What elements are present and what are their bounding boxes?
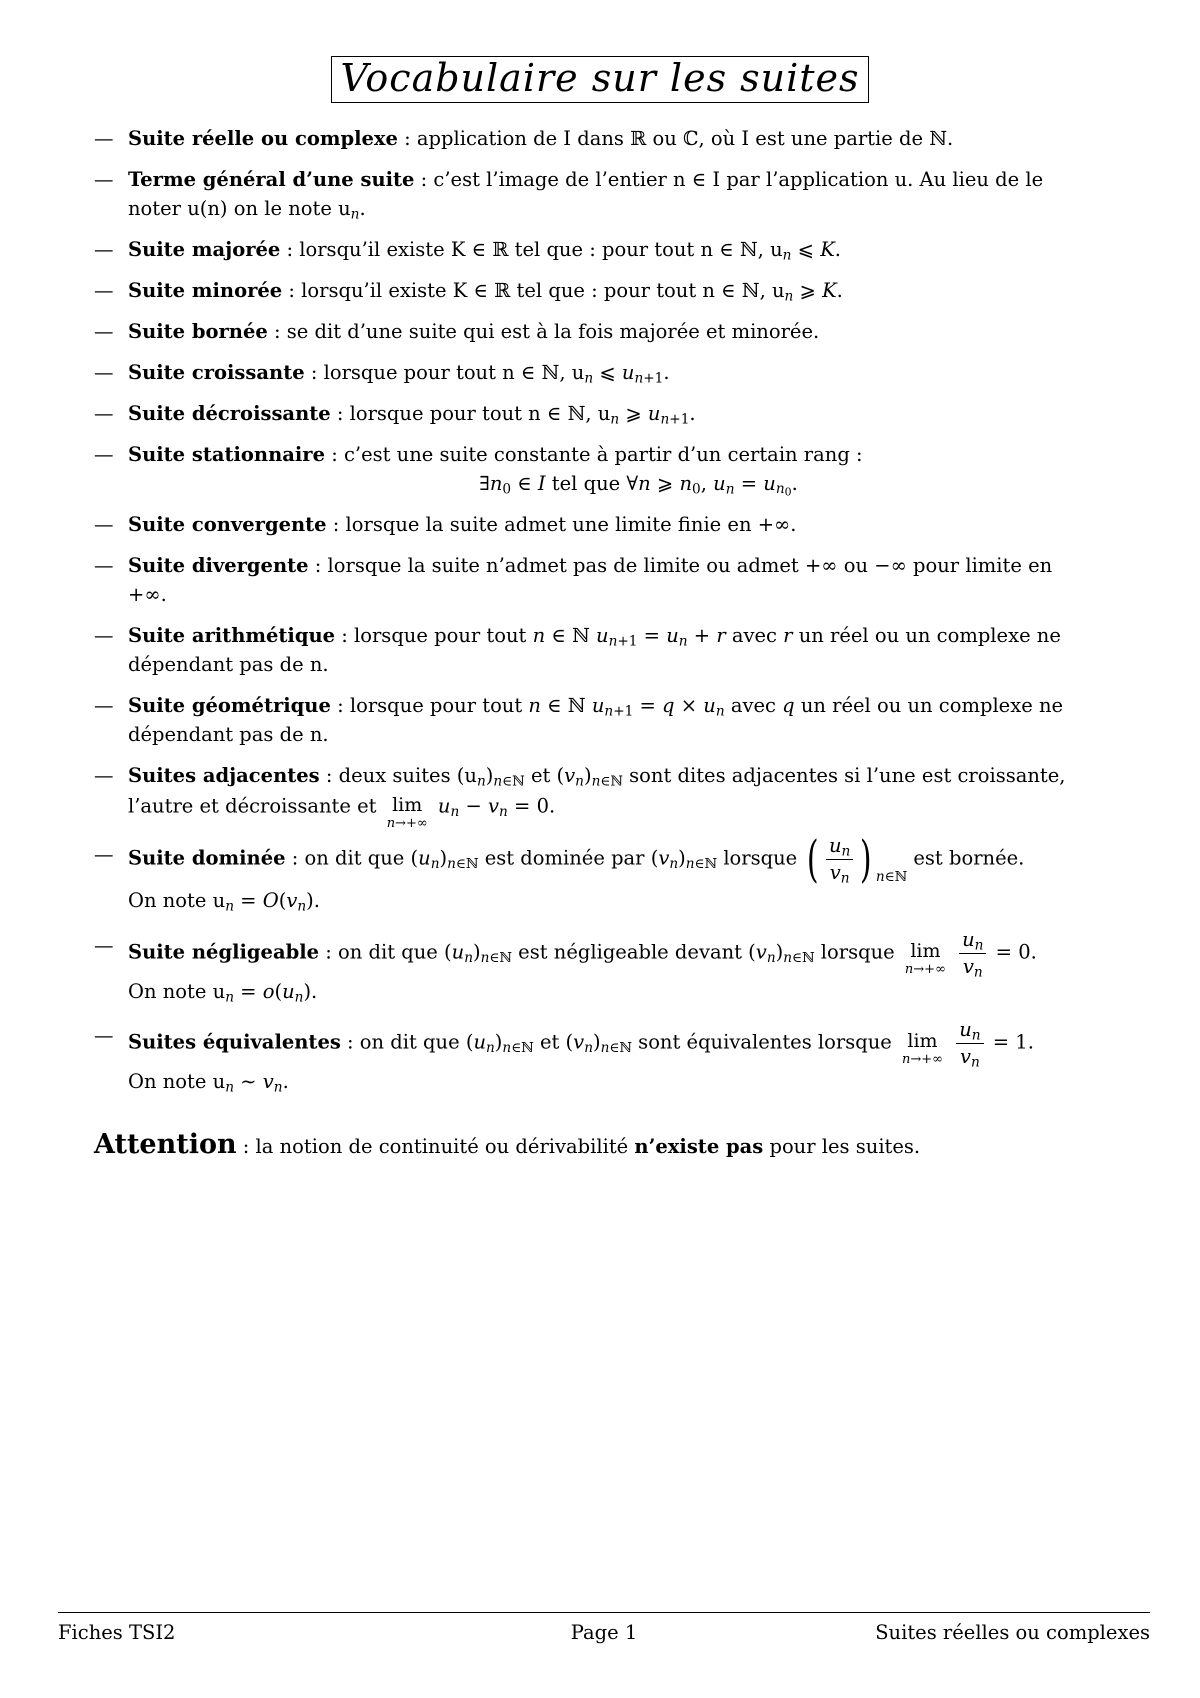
item-term: Suite croissante <box>128 361 305 384</box>
stationary-formula: $\exists n_0$ ∈ I tel que ∀n ⩾ $n_0$, $u_n = u_{n_0}$. <box>479 472 798 500</box>
fraction: $\frac{u_n}{v_n}$ <box>826 836 853 882</box>
item-term: Suite réelle ou complexe <box>128 127 398 150</box>
item-term: Suite négligeable <box>128 940 320 964</box>
list-item: — Suite dominée : on dit que $(u_n)_{n\in ℕ}$ est dominée par $(v_n)_{n\in ℕ}$ lorsque ( $\frac{u_n}{v_n}$ ) $_{n\in ℕ}$ est bornée. On note $u_n = O(v_n)$. <box>94 830 1025 915</box>
list-item: — Suites adjacentes : deux suites $(u_n)_{n\in ℕ}$ et $(v_n)_{n\in ℕ}$ sont dites adjacentes si l’une est croissante, l’autre et décroissante et lim n→+∞ $u_n - v_n = 0$. <box>94 761 1149 824</box>
dash-marker: — <box>94 443 114 466</box>
item-text: : deux suites (u <box>319 764 477 787</box>
dash-marker: — <box>94 361 114 384</box>
footer-right: Suites réelles ou complexes <box>875 1621 1150 1644</box>
list-item <box>94 510 1149 539</box>
item-text: : lorsqu’il existe K ∈ ℝ tel que : pour tout n ∈ ℕ, u <box>282 279 785 302</box>
limit-operator: lim n→+∞ <box>386 794 428 831</box>
item-text: sont dites adjacentes si l’une est croissante, <box>622 764 1066 787</box>
dash-marker: — <box>94 934 114 957</box>
dash-marker: — <box>94 168 114 191</box>
item-term: Suite divergente <box>128 554 309 577</box>
dash-marker: — <box>94 238 114 261</box>
dash-marker: — <box>94 320 114 343</box>
page-title: Vocabulaire sur les suites <box>331 56 868 103</box>
title-wrap <box>0 56 1200 103</box>
dash-marker: — <box>94 513 114 536</box>
limit-operator: lim n→+∞ <box>904 940 946 977</box>
fraction: $\frac{u_n}{v_n}$ <box>956 1020 983 1066</box>
item-term: Suite minorée <box>128 279 283 302</box>
list-item: — Suite décroissante : lorsque pour tout n ∈ ℕ, $u_n$ ⩾ $u_{n+1}$. <box>94 399 1149 428</box>
attention-text: : la notion de continuité ou dérivabilité <box>236 1135 635 1158</box>
item-term: Suite décroissante <box>128 402 331 425</box>
dash-marker: — <box>94 624 114 647</box>
list-item: — Suite géométrique : lorsque pour tout n ∈ ℕ $u_{n+1} = q \times u_n$ avec q un réel ou un complexe ne dépendant pas de n. <box>94 691 1149 749</box>
list-item: — Terme général d’une suite : c’est l’image de l’entier n ∈ I par l’application u. Au lieu de le noter u(n) on le note $u_n$. <box>94 165 1149 223</box>
definition-list <box>94 124 1149 1098</box>
list-item: — Suite arithmétique : lorsque pour tout n ∈ ℕ $u_{n+1} = u_n + r$ avec r un réel ou un complexe ne dépendant pas de n. <box>94 621 1149 679</box>
item-term: Suite géométrique <box>128 694 331 717</box>
item-text: On note u <box>128 980 226 1003</box>
item-text: : lorsque la suite admet une limite finie en +∞. <box>326 513 797 536</box>
item-term: Terme général d’une suite <box>128 168 415 191</box>
list-item <box>94 440 1149 498</box>
dash-marker: — <box>94 127 114 150</box>
list-item: — Suite négligeable : on dit que $(u_n)_{n\in ℕ}$ est négligeable devant $(v_n)_{n\in ℕ}$ lorsque lim n→+∞ $\frac{u_n}{v_n}$ = 0. On note $u_n = o(u_n)$. <box>94 928 1037 1006</box>
limit-operator: lim n→+∞ <box>902 1030 943 1067</box>
paren-left: ( <box>807 830 820 888</box>
list-item <box>94 124 1149 153</box>
footer-left: Fiches TSI2 <box>58 1621 176 1644</box>
item-text: : c’est une suite constante à partir d’un certain rang : <box>325 443 863 466</box>
footer-divider <box>58 1612 1150 1613</box>
item-text: : lorsqu’il existe K ∈ ℝ tel que : pour tout n ∈ ℕ, u <box>280 238 783 261</box>
dash-marker: — <box>94 694 114 717</box>
list-item: — Suite minorée : lorsqu’il existe K ∈ ℝ tel que : pour tout n ∈ ℕ, $u_n$ ⩾ K. <box>94 276 1149 305</box>
item-text: On note u <box>128 1070 226 1093</box>
dash-marker: — <box>94 1024 114 1047</box>
item-text: l’autre et décroissante et <box>128 794 377 818</box>
attention-word: Attention <box>94 1129 237 1160</box>
dash-marker: — <box>94 279 114 302</box>
item-text: On note u <box>128 889 226 912</box>
item-text: +∞. <box>128 583 167 606</box>
item-text: : lorsque pour tout n ∈ ℕ, u <box>304 361 585 384</box>
dash-marker: — <box>94 402 114 425</box>
item-term: Suite convergente <box>128 513 327 536</box>
item-term: Suites équivalentes <box>128 1030 341 1054</box>
list-item: — Suites équivalentes : on dit que $(u_n)_{n\in ℕ}$ et $(v_n)_{n\in ℕ}$ sont équivalentes lorsque lim n→+∞ $\frac{u_n}{v_n}$ = 1. On note $u_n$ ∼ $v_n$. <box>94 1018 1034 1096</box>
item-text: : application de I dans ℝ ou ℂ, où I est une partie de ℕ. <box>397 127 954 150</box>
item-term: Suite majorée <box>128 238 281 261</box>
item-text: : lorsque pour tout n ∈ ℕ, u <box>330 402 611 425</box>
dash-marker: — <box>94 843 114 866</box>
dash-marker: — <box>94 554 114 577</box>
item-term: Suite dominée <box>128 846 286 870</box>
footer-page-number: Page 1 <box>570 1621 638 1644</box>
item-text: dépendant pas de n. <box>128 653 329 676</box>
list-item: — Suite croissante : lorsque pour tout n ∈ ℕ, $u_n$ ⩽ $u_{n+1}$. <box>94 358 1149 387</box>
attention-note <box>94 1130 920 1162</box>
dash-marker: — <box>94 764 114 787</box>
item-text: noter u(n) on le note u <box>128 197 351 220</box>
item-term: Suite stationnaire <box>128 443 325 466</box>
item-text: : lorsque la suite n’admet pas de limite ou admet +∞ ou −∞ pour limite en <box>308 554 1053 577</box>
fraction: $\frac{u_n}{v_n}$ <box>959 930 986 976</box>
item-text: : c’est l’image de l’entier n ∈ I par l’application u. Au lieu de le <box>414 168 1044 191</box>
attention-bold: n’existe pas <box>634 1135 764 1158</box>
item-term: Suites adjacentes <box>128 764 320 787</box>
list-item <box>94 551 1149 609</box>
list-item <box>94 317 1149 346</box>
attention-text: pour les suites. <box>763 1135 921 1158</box>
item-term: Suite bornée <box>128 320 268 343</box>
list-item: — Suite majorée : lorsqu’il existe K ∈ ℝ tel que : pour tout n ∈ ℕ, $u_n$ ⩽ K. <box>94 235 1149 264</box>
item-text: dépendant pas de n. <box>128 723 329 746</box>
item-text: : se dit d’une suite qui est à la fois majorée et minorée. <box>267 320 820 343</box>
item-term: Suite arithmétique <box>128 624 336 647</box>
paren-right: ) <box>860 830 872 888</box>
